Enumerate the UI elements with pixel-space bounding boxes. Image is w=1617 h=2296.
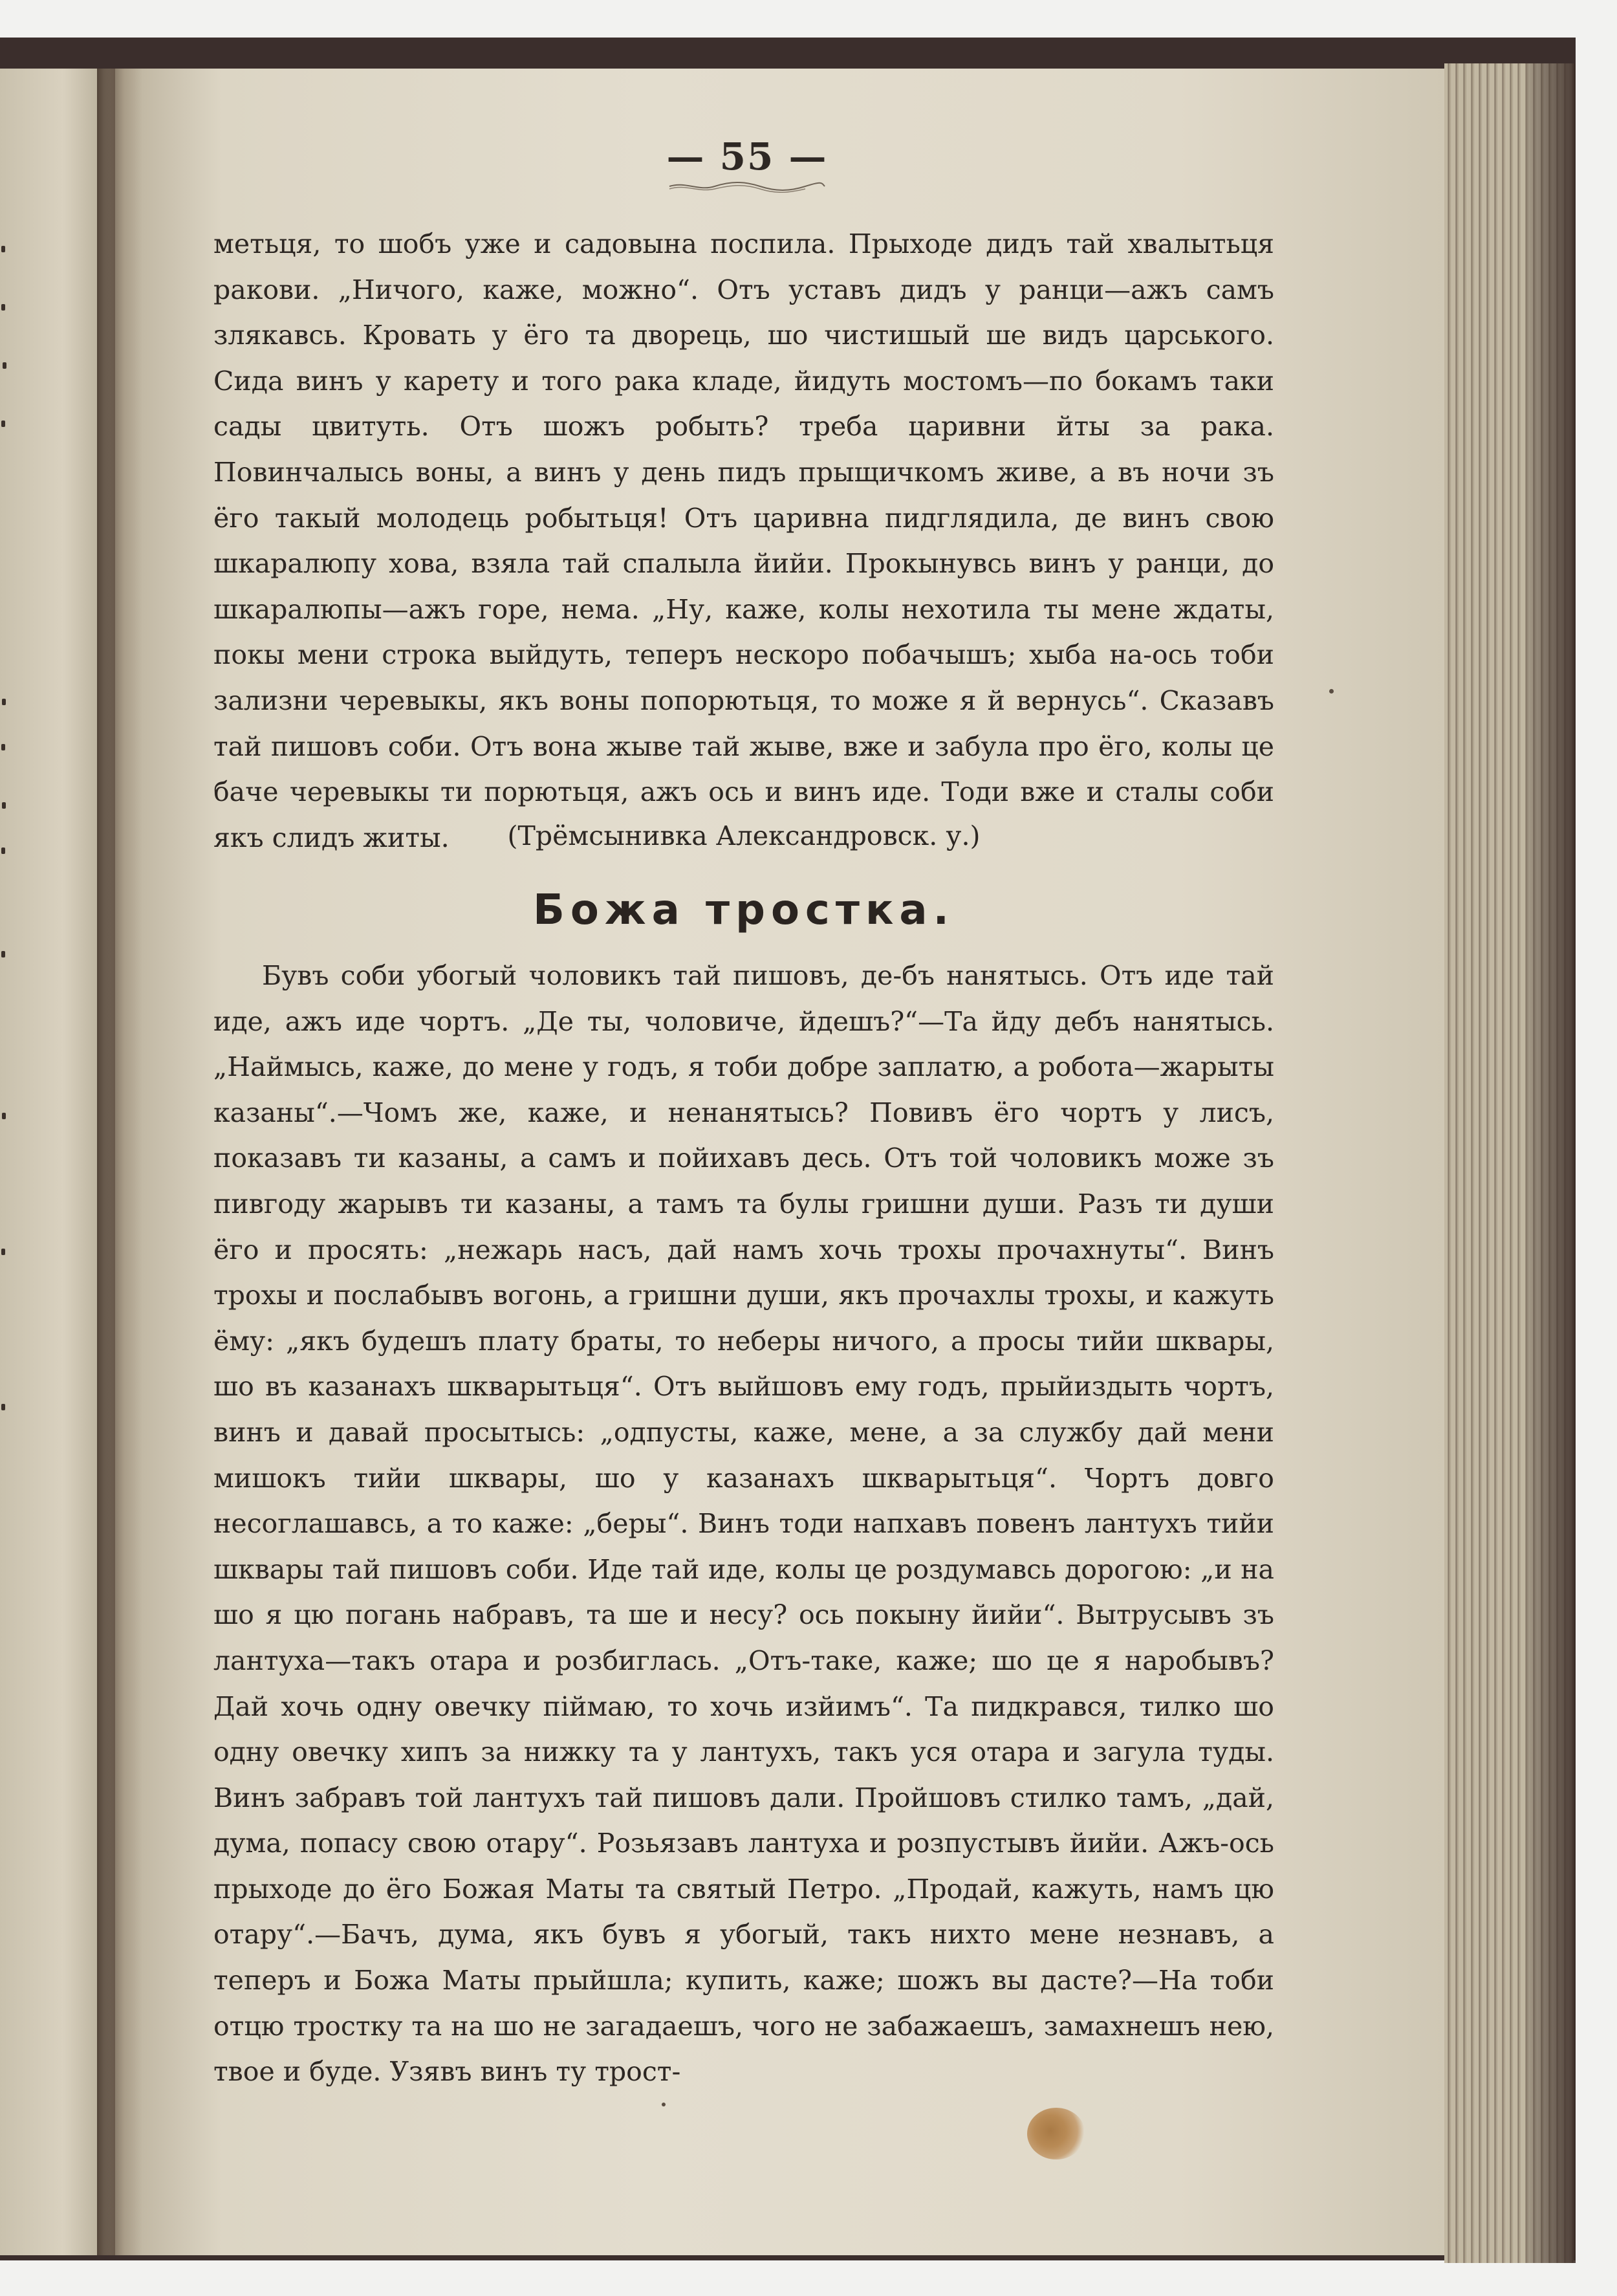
page-speck xyxy=(662,2103,666,2106)
story-title: Божа тростка. xyxy=(533,886,955,934)
opening-passage xyxy=(213,221,1274,860)
passage-paragraph: метьця, то шобъ уже и садовына поспила. Прыходе дидъ тай хвалытьця ракови. „Ничого, каже, можно“. Отъ уставъ дидъ у ранци—ажъ самъ злякавсь. Кровать у ёго та дворець, шо чистишый ше видъ царського. Сида винъ у карету и того рака кладе, йидуть мостомъ—по бокамъ таки сады цвитуть. Отъ шожъ робыть? треба царивни йты за рака. Повинчалысь воны, а винъ у день пидъ прыщичкомъ живе, а въ ночи зъ ёго такый молодець робытьця! Отъ царивна пидглядила, де винъ свою шкаралюпу хова, взяла тай спалыла йийи. Прокынувсь винъ у ранци, до шкаралюпы—ажъ горе, нема. „Ну, каже, колы нехотила ты мене ждаты, покы мени строка выйдуть, теперъ нескоро побачышъ; хыба на-ось тоби зализни черевыкы, якъ воны попорютьця, то може я й вернусь“. Сказавъ тай пишовъ соби. Отъ вона жыве тай жыве, вже и забула про ёго, колы це баче черевыкы ти порютьця, ажъ ось и винъ иде. Тоди вже и сталы соби якъ слидъ житы. xyxy=(213,228,1274,853)
page-number-header: — 55 — xyxy=(666,135,828,179)
source-note: (Трёмсынивка Александровск. у.) xyxy=(507,820,981,851)
story-body xyxy=(213,953,1274,2095)
page-speck xyxy=(1329,689,1334,694)
page-stack-shadow xyxy=(1526,63,1576,2263)
header-ornament xyxy=(666,180,828,193)
story-paragraph: Бувъ соби убогый чоловикъ тай пишовъ, де-бъ нанятысь. Отъ иде тай иде, ажъ иде чортъ. „Де ты, чоловиче, йдешъ?“—Та йду дебъ нанятысь. „Наймысь, каже, до мене у годъ, я тоби добре заплатю, а робота—жарыты казаны“.—Чомъ же, каже, и ненанятысь? Повивъ ёго чортъ у лисъ, показавъ ти казаны, а самъ и пойихавъ десь. Отъ той чоловикъ може зъ пивгоду жарывъ ти казаны, а тамъ та булы гришни души. Разъ ти души ёго и просять: „нежарь насъ, дай намъ хочь трохы прочахнуты“. Винъ трохы и послабывъ вогонь, а гришни души, якъ прочахлы трохы, и кажуть ёму: „якъ будешъ плату браты, то неберы ничого, а просы тийи шквары, шо въ казанахъ шкварытьця“. Отъ выйшовъ ему годъ, прыйиздыть чортъ, винъ и давай просытысь: „одпусты, каже, мене, а за службу дай мени мишокъ тийи шквары, шо у казанахъ шкварытьця“. Чортъ довго несоглашавсь, а то каже: „беры“. Винъ тоди напхавъ повенъ лантухъ тийи шквары тай пишовъ соби. Иде тай иде, колы це роздумавсь дорогою: „и на шо я цю погань набравъ, та ше и несу? ось покыну йийи“. Вытрусывъ зъ лантуха—такъ отара и розбиглась. „Отъ-таке, каже; шо це я наробывъ? Дай хочь одну овечку піймаю, то хочь изйимъ“. Та пидкрався, тилко шо одну овечку хипъ за нижку та у лантухъ, такъ уся отара и загула туды. Винъ забравъ той лантухъ тай пишовъ дали. Пройшовъ стилко тамъ, „дай, дума, попасу свою отару“. Розьязавъ лантуха и розпустывъ йийи. Ажъ-ось прыходе до ёго Божая Маты та святый Петро. „Продай, кажуть, намъ цю отару“.—Бачъ, дума, якъ бувъ я убогый, такъ нихто мене незнавъ, а теперъ и Божа Маты прыйшла; купить, каже; шожъ вы дасте?—На тоби отцю тростку та на шо не загадаешъ, чого не забажаешъ, замахнешъ нею, твое и буде. Узявъ винъ ту трост- xyxy=(213,960,1274,2088)
page-stain xyxy=(1027,2108,1085,2159)
book-gutter xyxy=(97,69,142,2255)
